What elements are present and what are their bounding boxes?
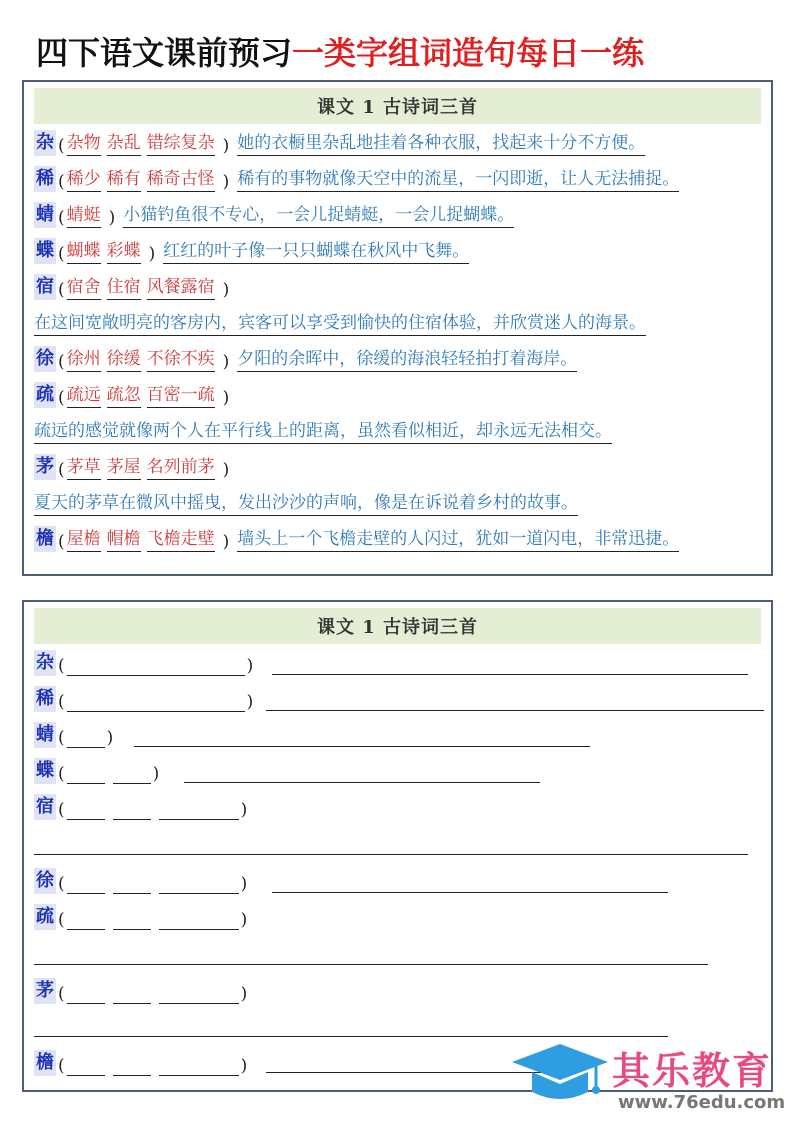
word: 飞檐走壁 [147, 527, 215, 552]
blank-row: 檐 ( ) [36, 1052, 248, 1076]
blank-row: 茅 ( ) [36, 980, 248, 1004]
word: 屋檐 [67, 527, 101, 552]
answer-sentence-row [34, 306, 646, 336]
logo-name: 其乐教育 [612, 1049, 773, 1093]
sentence: 在这间宽敞明亮的客房内，宾客可以享受到愉快的住宿体验，并欣赏迷人的海景。 [34, 311, 646, 336]
answer-row: 檐 ( 屋檐 帽檐 飞檐走壁 ) 墙头上一个飞檐走壁的人闪过，犹如一道闪电，非常迅捷。 [36, 528, 680, 552]
sentence-blank[interactable] [266, 710, 764, 711]
target-char: 稀 [34, 166, 56, 192]
word: 蜻蜓 [67, 203, 101, 228]
word-blank[interactable] [159, 909, 239, 930]
word: 徐州 [67, 347, 101, 372]
word-blank[interactable] [67, 873, 105, 894]
answer-row: 疏 ( 疏远 疏忽 百密一疏 ) [36, 384, 230, 408]
target-char: 蝶 [34, 758, 56, 784]
sentence-blank[interactable] [34, 1036, 668, 1037]
sentence-blank[interactable] [34, 854, 748, 855]
panel-header: 课文 1 古诗词三首 [34, 608, 761, 644]
blank-row: 徐 ( ) [36, 870, 248, 894]
target-char: 蜻 [34, 722, 56, 748]
target-char: 茅 [34, 454, 56, 480]
blank-row: 疏 ( ) [36, 906, 248, 930]
logo-url: www.76edu.com [618, 1092, 786, 1113]
word-blank[interactable] [113, 1055, 151, 1076]
title-main: 四下语文课前预习 [36, 34, 293, 72]
word-blank[interactable] [67, 763, 105, 784]
word-blank[interactable] [67, 909, 105, 930]
word-blank[interactable] [113, 983, 151, 1004]
word: 稀奇古怪 [147, 167, 215, 192]
sentence-blank[interactable] [272, 674, 748, 675]
word: 宿舍 [67, 275, 101, 300]
word: 徐缓 [107, 347, 141, 372]
target-char: 疏 [34, 904, 56, 930]
target-char: 蜻 [34, 202, 56, 228]
word-blank[interactable] [67, 983, 105, 1004]
answer-row: 徐 ( 徐州 徐缓 不徐不疾 ) 夕阳的余晖中，徐缓的海浪轻轻拍打着海岸。 [36, 348, 578, 372]
word-blank[interactable] [113, 799, 151, 820]
word-blank[interactable] [67, 1055, 105, 1076]
target-char: 蝶 [34, 238, 56, 264]
sentence: 小猫钓鱼很不专心，一会儿捉蜻蜓，一会儿捉蝴蝶。 [123, 203, 514, 228]
panel-header: 课文 1 古诗词三首 [34, 88, 761, 124]
sentence: 她的衣橱里杂乱地挂着各种衣服，找起来十分不方便。 [237, 131, 645, 156]
word-blank[interactable] [159, 799, 239, 820]
target-char: 徐 [34, 868, 56, 894]
sentence-blank[interactable] [184, 782, 540, 783]
sentence: 疏远的感觉就像两个人在平行线上的距离，虽然看似相近，却永远无法相交。 [34, 419, 612, 444]
target-char: 宿 [34, 794, 56, 820]
blank-row: 宿 ( ) [36, 796, 248, 820]
word-blank[interactable] [113, 873, 151, 894]
target-char: 疏 [34, 382, 56, 408]
word: 杂乱 [107, 131, 141, 156]
answer-row: 茅 ( 茅草 茅屋 名列前茅 ) [36, 456, 230, 480]
word: 彩蝶 [107, 239, 141, 264]
page-title [36, 26, 644, 74]
sentence: 红红的叶子像一只只蝴蝶在秋风中飞舞。 [163, 239, 469, 264]
target-char: 宿 [34, 274, 56, 300]
word-blank[interactable] [113, 763, 151, 784]
word: 名列前茅 [147, 455, 215, 480]
target-char: 杂 [34, 650, 56, 676]
sentence: 夕阳的余晖中，徐缓的海浪轻轻拍打着海岸。 [237, 347, 577, 372]
target-char: 檐 [34, 526, 56, 552]
word: 稀有 [107, 167, 141, 192]
sentence-blank[interactable] [134, 746, 590, 747]
answer-sentence-row [34, 486, 578, 516]
word-blank[interactable] [159, 1055, 239, 1076]
graduation-cap-icon [510, 1040, 610, 1110]
blank-panel [22, 600, 773, 1092]
sentence: 夏天的茅草在微风中摇曳，发出沙沙的声响，像是在诉说着乡村的故事。 [34, 491, 578, 516]
sentence: 墙头上一个飞檐走壁的人闪过，犹如一道闪电，非常迅捷。 [237, 527, 679, 552]
word: 蝴蝶 [67, 239, 101, 264]
word: 百密一疏 [147, 383, 215, 408]
answer-sentence-row [34, 414, 612, 444]
word: 帽檐 [107, 527, 141, 552]
blank-row: 杂 ( ) [36, 652, 254, 676]
blank-row: 蜻 ( ) [36, 724, 114, 748]
target-char: 稀 [34, 686, 56, 712]
word: 疏忽 [107, 383, 141, 408]
blank-row: 蝶 ( ) [36, 760, 160, 784]
word: 不徐不疾 [147, 347, 215, 372]
target-char: 檐 [34, 1050, 56, 1076]
word: 风餐露宿 [147, 275, 215, 300]
word-blank[interactable] [113, 909, 151, 930]
target-char: 杂 [34, 130, 56, 156]
word: 茅草 [67, 455, 101, 480]
word-blank[interactable] [67, 655, 245, 676]
word: 稀少 [67, 167, 101, 192]
word-blank[interactable] [67, 799, 105, 820]
sentence-blank[interactable] [272, 892, 668, 893]
target-char: 徐 [34, 346, 56, 372]
answer-row: 蝶 ( 蝴蝶 彩蝶 ) 红红的叶子像一只只蝴蝶在秋风中飞舞。 [36, 240, 470, 264]
word-blank[interactable] [159, 873, 239, 894]
sentence-blank[interactable] [34, 964, 708, 965]
word: 杂物 [67, 131, 101, 156]
sentence: 稀有的事物就像天空中的流星，一闪即逝，让人无法捕捉。 [237, 167, 679, 192]
word-blank[interactable] [67, 691, 245, 712]
watermark-logo [510, 1040, 793, 1122]
target-char: 茅 [34, 978, 56, 1004]
answer-row: 稀 ( 稀少 稀有 稀奇古怪 ) 稀有的事物就像天空中的流星，一闪即逝，让人无法捕捉。 [36, 168, 680, 192]
word: 疏远 [67, 383, 101, 408]
title-sub: 一类字组词造句每日一练 [292, 34, 645, 72]
answer-panel [22, 80, 773, 576]
answer-row: 宿 ( 宿舍 住宿 风餐露宿 ) [36, 276, 230, 300]
answer-row: 蜻 ( 蜻蜓 ) 小猫钓鱼很不专心，一会儿捉蜻蜓，一会儿捉蝴蝶。 [36, 204, 515, 228]
word-blank[interactable] [159, 983, 239, 1004]
answer-row: 杂 ( 杂物 杂乱 错综复杂 ) 她的衣橱里杂乱地挂着各种衣服，找起来十分不方便。 [36, 132, 646, 156]
word: 住宿 [107, 275, 141, 300]
word-blank[interactable] [67, 727, 105, 748]
word: 茅屋 [107, 455, 141, 480]
blank-row: 稀 ( ) [36, 688, 254, 712]
word: 错综复杂 [147, 131, 215, 156]
